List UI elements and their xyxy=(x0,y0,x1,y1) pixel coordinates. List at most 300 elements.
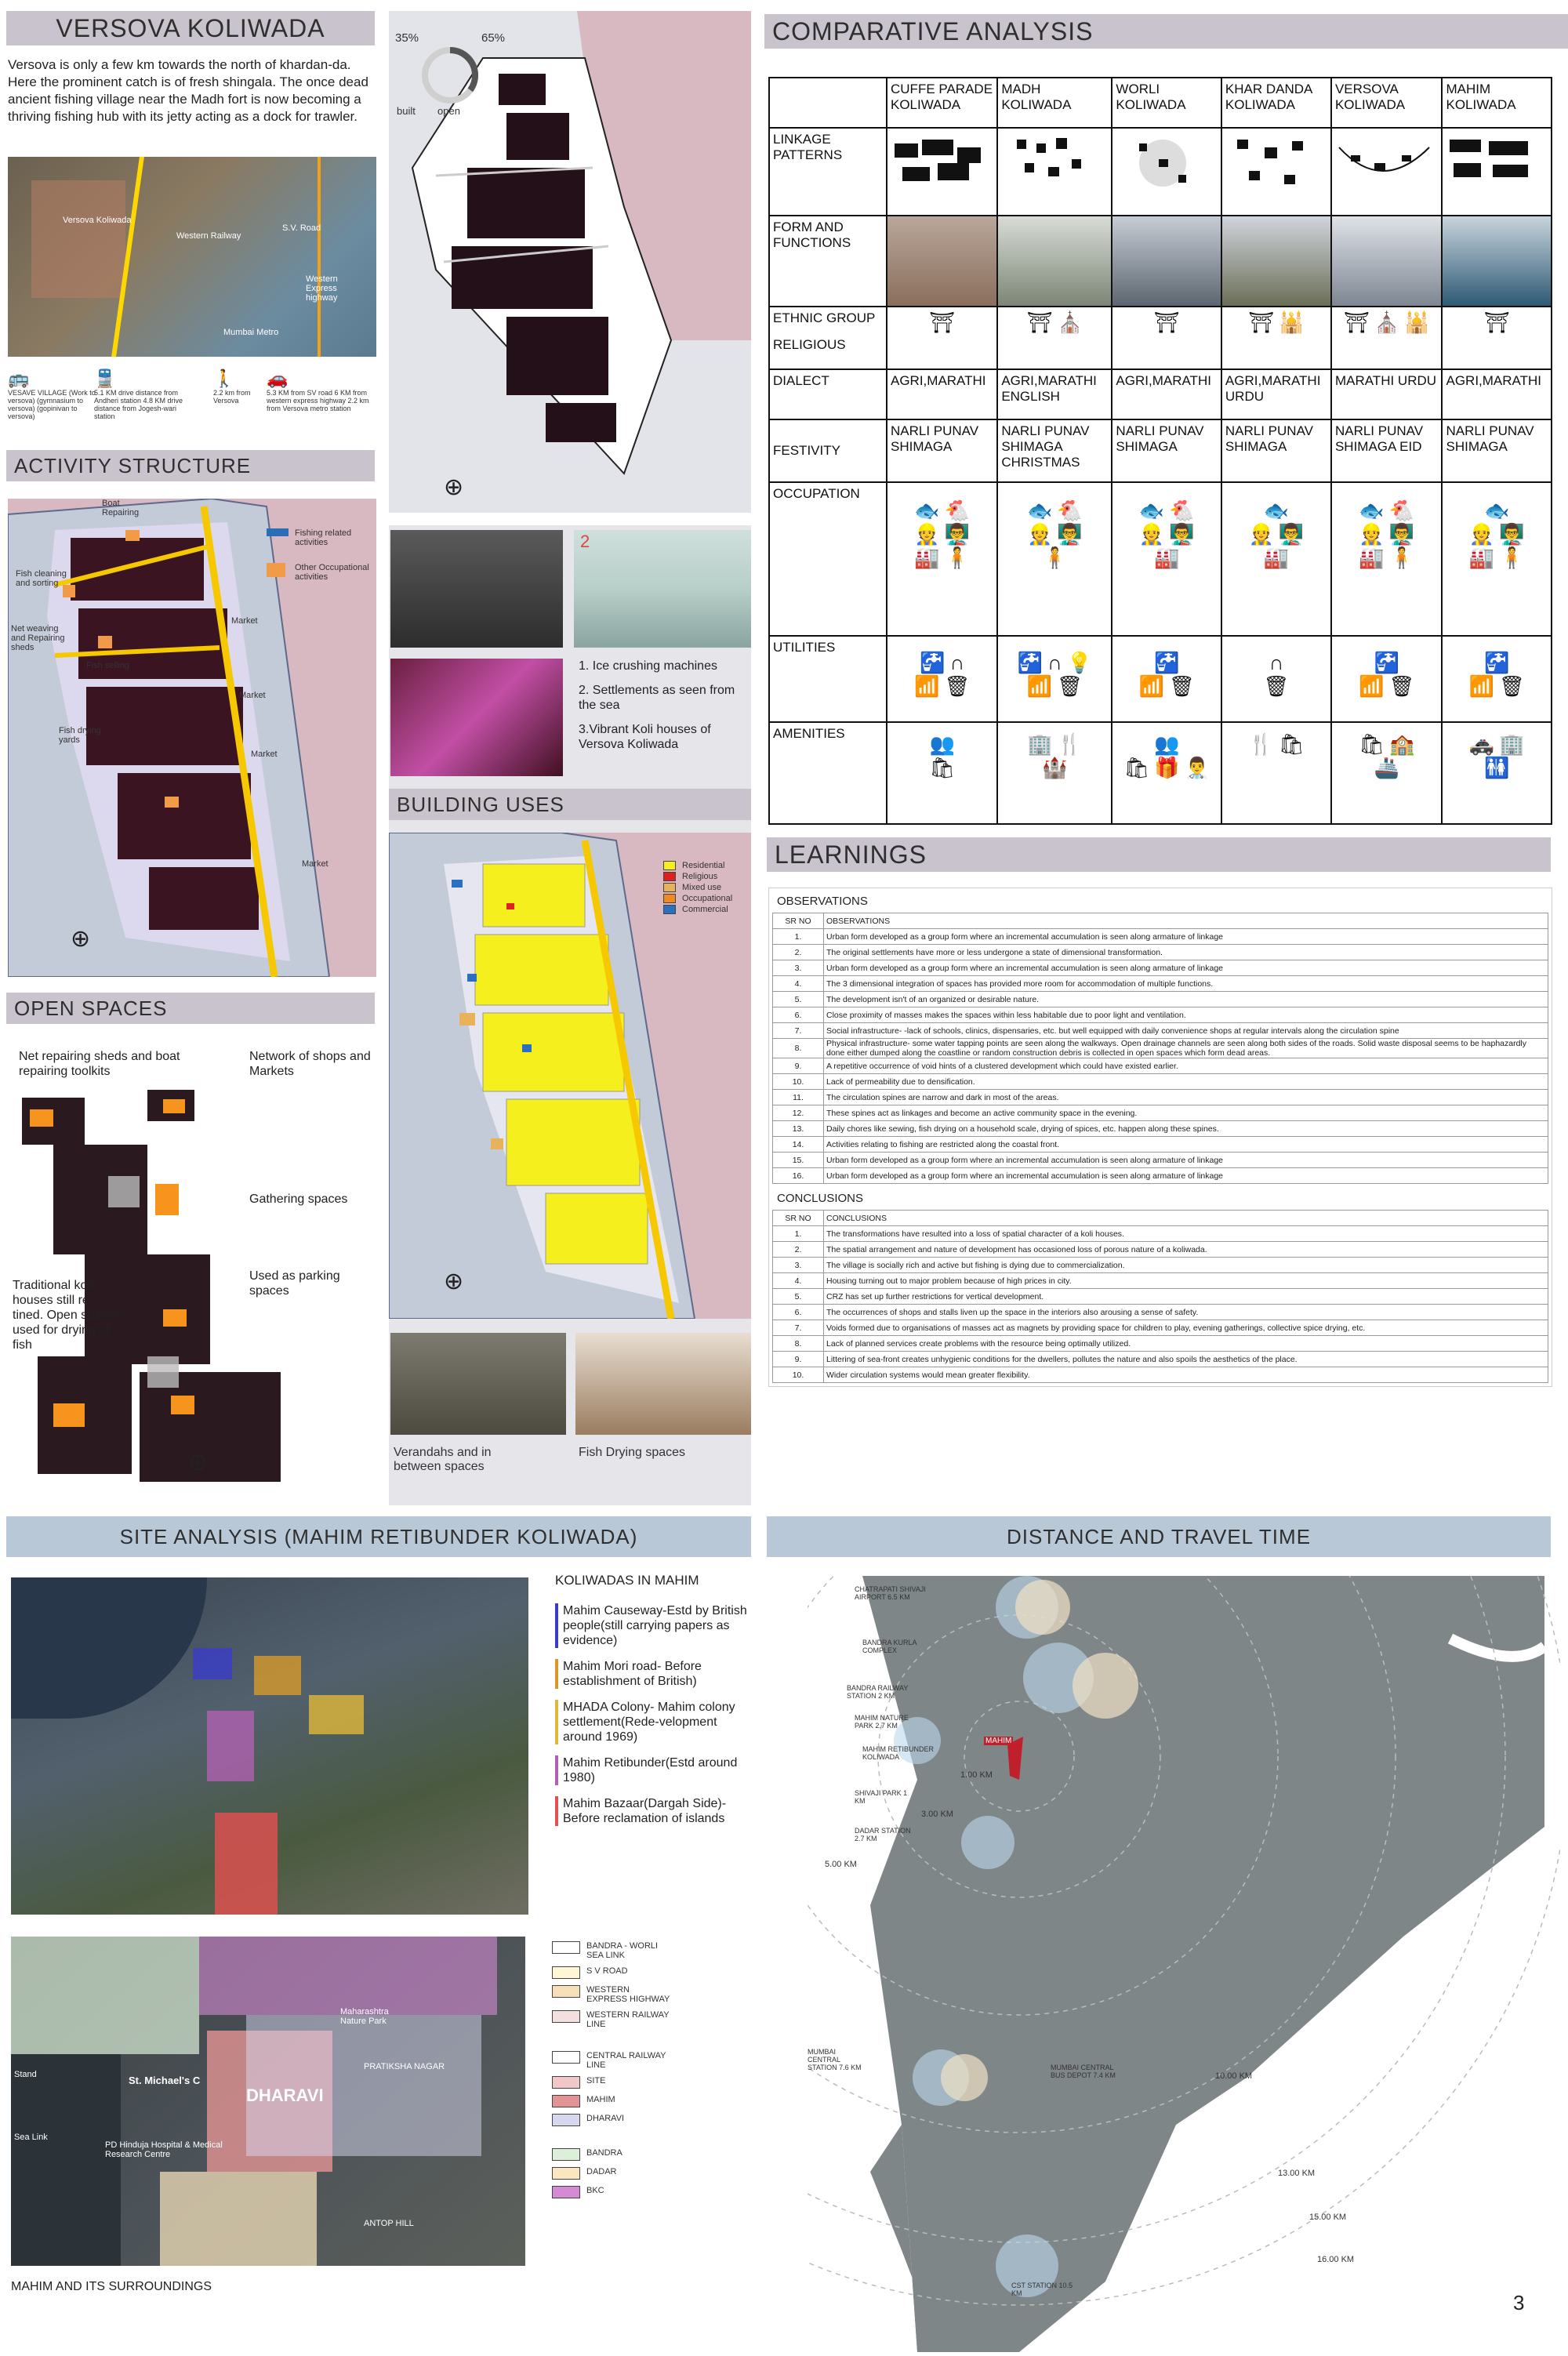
hen-icon: 🐔 xyxy=(1057,499,1083,522)
pipe-icon: ∩ xyxy=(949,651,965,674)
sr-header: SR NO xyxy=(773,913,824,929)
sr-number: 3. xyxy=(773,960,824,976)
factory-icon: 🏭 xyxy=(1263,546,1290,569)
koliwada-item: Mahim Bazaar(Dargah Side)- Before reclamation of islands xyxy=(555,1796,751,1826)
dustbin-icon: 🗑 xyxy=(1168,674,1195,698)
pipe-icon: ∩ xyxy=(1047,651,1062,674)
row-label: DIALECT xyxy=(769,369,887,419)
dialect-cell: AGRI,MARATHI URDU xyxy=(1221,369,1331,419)
row-text: The original settlements have more or less undergone a state of dimensional transformation. xyxy=(824,945,1548,960)
row-text: Urban form developed as a group form where an incremental accumulation is seen along armature of linkage xyxy=(824,960,1548,976)
linkage-diagram xyxy=(1331,128,1443,216)
legend-label: BKC xyxy=(586,2186,604,2195)
open-space-label: Network of shops and Markets xyxy=(249,1050,371,1078)
table-row xyxy=(773,1242,1548,1258)
map-label: PD Hinduja Hospital & Medical Research Centre xyxy=(105,2140,223,2159)
table-row xyxy=(773,976,1548,992)
photo-number: 2 xyxy=(580,532,590,551)
sr-number: 1. xyxy=(773,929,824,945)
factory-icon: 🏭 xyxy=(1359,546,1385,569)
bulb-icon: 💡 xyxy=(1066,651,1093,674)
worker-icon: 👷 xyxy=(914,522,940,546)
legend-item xyxy=(552,2114,748,2126)
ring-label: 15.00 KM xyxy=(1309,2213,1347,2222)
form-photo xyxy=(1112,216,1221,307)
tap-icon: 🚰 xyxy=(1484,651,1510,674)
page-number: 3 xyxy=(1513,2291,1525,2314)
sr-number: 9. xyxy=(773,1352,824,1367)
row-label: UTILITIES xyxy=(769,636,887,722)
table-row xyxy=(773,945,1548,960)
legend-swatch xyxy=(552,2148,580,2161)
teacher-icon: 👨‍🏫 xyxy=(1169,522,1195,546)
fish-icon: 🐟 xyxy=(1138,499,1165,522)
legend-label: Religious xyxy=(682,872,718,882)
sr-number: 11. xyxy=(773,1090,824,1105)
row-text: The transformations have resulted into a loss of spatial character of a koli houses. xyxy=(824,1226,1548,1242)
map-label: Mumbai Metro xyxy=(223,328,279,337)
row-label: RELIGIOUS xyxy=(773,337,846,352)
dustbin-icon: 🗑 xyxy=(944,674,971,698)
table-row xyxy=(773,1305,1548,1320)
gathering-icon: 👥 xyxy=(929,732,955,756)
dustbin-icon: 🗑 xyxy=(1057,674,1083,698)
conc-header: CONCLUSIONS xyxy=(824,1211,1548,1226)
temple-icon: ⛩ xyxy=(1343,310,1370,334)
mahim-satellite-map xyxy=(11,1577,528,1915)
dustbin-icon: 🗑 xyxy=(1388,674,1415,698)
temple-icon: ⛩ xyxy=(929,310,956,334)
row-text: The 3 dimensional integration of spaces has provided more room for accommodation of multiple functions. xyxy=(824,976,1548,992)
map-label: ANTOP HILL xyxy=(364,2219,414,2228)
row-text: Urban form developed as a group form where an incremental accumulation is seen along armature of linkage xyxy=(824,1168,1548,1184)
hen-icon: 🐔 xyxy=(1169,499,1195,522)
linkage-diagram xyxy=(997,128,1112,216)
distance-label: CHATRAPATI SHIVAJI AIRPORT 6.5 KM xyxy=(855,1585,926,1601)
wifi-icon: 📶 xyxy=(1359,674,1385,698)
caption: Verandahs and in between spaces xyxy=(394,1446,492,1473)
row-text: Housing turning out to major problem because of high prices in city. xyxy=(824,1273,1548,1289)
north-arrow-icon: ⊕ xyxy=(444,474,464,500)
church-icon: ⛪ xyxy=(1374,310,1400,334)
koliwada-item: MHADA Colony- Mahim colony settlement(Rede-velopment around 1969) xyxy=(555,1700,751,1744)
worker-icon: 👷 xyxy=(1026,522,1053,546)
legend-swatch xyxy=(663,883,676,892)
row-text: Daily chores like sewing, fish drying on a household scale, drying of spices, etc. happen along these spines. xyxy=(824,1121,1548,1137)
table-row xyxy=(773,992,1548,1007)
open-spaces-title: OPEN SPACES xyxy=(6,993,375,1024)
legend-label: WESTERN RAILWAY LINE xyxy=(586,2010,670,2029)
versova-satellite-map xyxy=(8,157,376,357)
shop-icon: 🛍 xyxy=(1278,732,1305,756)
legend-label: Other Occupational activities xyxy=(295,563,369,582)
table-row xyxy=(773,1039,1548,1058)
sr-number: 16. xyxy=(773,1168,824,1184)
row-text: Close proximity of masses makes the spaces within less habitable due to poor light and ventilation. xyxy=(824,1007,1548,1023)
learnings-title: LEARNINGS xyxy=(767,837,1551,872)
sr-number: 7. xyxy=(773,1320,824,1336)
table-row xyxy=(773,1105,1548,1121)
linkage-diagram xyxy=(1112,128,1221,216)
photo-ice-crushing xyxy=(390,530,563,648)
person-icon: 🧍 xyxy=(1388,546,1415,569)
versova-title: VERSOVA KOLIWADA xyxy=(6,11,375,45)
caption: 2. Settlements as seen from the sea xyxy=(579,684,735,712)
legend-item xyxy=(552,2095,748,2107)
built-open-donut xyxy=(395,31,506,117)
activity-label: Fish drying yards xyxy=(59,726,101,745)
legend-label: WESTERN EXPRESS HIGHWAY xyxy=(586,1985,670,2004)
church-icon: ⛪ xyxy=(1057,310,1083,334)
map-label: PRATIKSHA NAGAR xyxy=(364,2062,445,2071)
festivity-cell: NARLI PUNAV SHIMAGA xyxy=(1442,419,1552,482)
distance-map xyxy=(808,1576,1560,2352)
row-label: AMENITIES xyxy=(769,722,887,824)
table-row xyxy=(773,1153,1548,1168)
sr-number: 5. xyxy=(773,992,824,1007)
legend-swatch xyxy=(663,861,676,870)
legend-item xyxy=(663,894,732,903)
worker-icon: 👷 xyxy=(1468,522,1495,546)
koliwadas-heading: KOLIWADAS IN MAHIM xyxy=(555,1573,699,1588)
row-text: Littering of sea-front creates unhygienic conditions for the dwellers, pollutes the nature and also spoils the aesthetics of the place. xyxy=(824,1352,1548,1367)
row-text: These spines act as linkages and become an active community space in the evening. xyxy=(824,1105,1548,1121)
sr-number: 9. xyxy=(773,1058,824,1074)
table-row xyxy=(773,1168,1548,1184)
activity-label: Boat Repairing xyxy=(102,499,140,517)
travel-modes xyxy=(8,368,376,431)
legend-swatch xyxy=(552,2114,580,2126)
temple-icon: ⛩ xyxy=(1026,310,1053,334)
obs-header: OBSERVATIONS xyxy=(824,913,1548,929)
table-row xyxy=(773,1367,1548,1383)
toilet-icon: 🚻 xyxy=(1484,756,1510,779)
photo-koli-houses xyxy=(390,659,563,776)
factory-icon: 🏭 xyxy=(1468,546,1495,569)
gift-icon: 🎁 xyxy=(1154,756,1180,779)
activity-label: Net weaving and Repairing sheds xyxy=(11,624,65,652)
legend-item xyxy=(663,872,732,881)
distance-label: SHIVAJI PARK 1 KM xyxy=(855,1789,908,1805)
caption: 3.Vibrant Koli houses of Versova Koliwada xyxy=(579,723,711,751)
building-uses-map xyxy=(389,833,751,1319)
legend-swatch xyxy=(552,2095,580,2107)
activity-label: Market xyxy=(251,750,278,759)
table-row xyxy=(773,960,1548,976)
north-arrow-icon: ⊕ xyxy=(188,1450,209,1476)
legend-label: DHARAVI xyxy=(586,2114,625,2123)
open-space-label: Used as parking spaces xyxy=(249,1269,340,1298)
distance-label: BANDRA KURLA COMPLEX xyxy=(862,1639,917,1654)
koliwada-item: Mahim Retibunder(Estd around 1980) xyxy=(555,1755,751,1785)
row-label: FESTIVITY xyxy=(769,419,887,482)
sr-number: 3. xyxy=(773,1258,824,1273)
table-row xyxy=(773,1090,1548,1105)
hen-icon: 🐔 xyxy=(944,499,971,522)
row-text: The occurrences of shops and stalls liven up the space in the interiors also arousing a sense of safety. xyxy=(824,1305,1548,1320)
activity-label: Fish selling xyxy=(86,661,130,670)
koliwada-item: Mahim Mori road- Before establishment of British) xyxy=(555,1659,751,1689)
shop-icon: 🛍 xyxy=(929,756,956,779)
worker-icon: 👷 xyxy=(1138,522,1165,546)
legend-swatch xyxy=(663,894,676,903)
form-photo xyxy=(1331,216,1443,307)
north-arrow-icon: ⊕ xyxy=(444,1269,464,1294)
map-label: Western Express highway xyxy=(306,274,338,303)
teacher-icon: 👨‍🏫 xyxy=(1388,522,1415,546)
table-row xyxy=(773,1121,1548,1137)
teacher-icon: 👨‍🏫 xyxy=(1278,522,1305,546)
car-icon: 🚗 xyxy=(267,368,289,388)
row-text: The village is socially rich and active but fishing is dying due to commercialization. xyxy=(824,1258,1548,1273)
legend-label: Occupational xyxy=(682,894,733,904)
building-icon: 🏢 xyxy=(1499,732,1525,756)
legend-item xyxy=(663,861,732,870)
row-label: FORM AND FUNCTIONS xyxy=(769,216,887,307)
form-photo xyxy=(997,216,1112,307)
factory-icon: 🏭 xyxy=(914,546,940,569)
ring-label: 16.00 KM xyxy=(1317,2255,1355,2264)
legend-label: BANDRA - WORLI SEA LINK xyxy=(586,1941,659,1960)
festivity-cell: NARLI PUNAV SHIMAGA xyxy=(887,419,997,482)
activity-label: Market xyxy=(231,616,258,626)
row-label: OCCUPATION xyxy=(769,482,887,636)
legend-swatch xyxy=(663,905,676,914)
train-icon: 🚆 xyxy=(94,368,116,388)
legend-swatch xyxy=(663,872,676,881)
table-row xyxy=(773,1273,1548,1289)
linkage-diagram xyxy=(1221,128,1331,216)
legend-swatch xyxy=(552,2051,580,2064)
legend-item xyxy=(552,2051,748,2070)
map-label: Sea Link xyxy=(14,2133,48,2142)
photo-verandahs xyxy=(390,1333,566,1435)
legend-label: Residential xyxy=(682,861,725,870)
teacher-icon: 👨‍🏫 xyxy=(1499,522,1525,546)
sr-number: 10. xyxy=(773,1074,824,1090)
tap-icon: 🚰 xyxy=(1374,651,1399,674)
dustbin-icon: 🗑 xyxy=(1263,674,1290,698)
legend-item xyxy=(552,2186,748,2198)
wifi-icon: 📶 xyxy=(1468,674,1494,698)
row-label: ETHNIC GROUP xyxy=(773,310,876,325)
travel-text: 2.2 km from Versova xyxy=(213,389,251,405)
sr-number: 4. xyxy=(773,976,824,992)
tap-icon: 🚰 xyxy=(920,651,946,674)
table-row xyxy=(773,1226,1548,1242)
table-row xyxy=(773,1023,1548,1039)
legend-swatch xyxy=(552,2186,580,2198)
fort-icon: 🏰 xyxy=(1042,756,1068,779)
distance-label: MUMBAI CENTRAL STATION 7.6 KM xyxy=(808,2048,862,2071)
legend-swatch xyxy=(267,563,285,577)
sr-number: 6. xyxy=(773,1007,824,1023)
activity-title: ACTIVITY STRUCTURE xyxy=(6,450,375,481)
column-header: CUFFE PARADE KOLIWADA xyxy=(887,78,997,128)
dialect-cell: AGRI,MARATHI xyxy=(887,369,997,419)
legend-label: MAHIM xyxy=(586,2095,615,2104)
table-row xyxy=(773,1352,1548,1367)
legend-item xyxy=(552,2076,748,2089)
map-label: Western Railway xyxy=(176,231,241,241)
row-text: Social infrastructure- -lack of schools, clinics, dispensaries, etc. but well equipped with daily convenience shops at regular intervals along the circulation spine xyxy=(824,1023,1548,1039)
legend-label: BANDRA xyxy=(586,2148,622,2158)
teacher-icon: 👨‍🏫 xyxy=(944,522,971,546)
dialect-cell: MARATHI URDU xyxy=(1331,369,1443,419)
row-text: A repetitive occurrence of void hints of a clustered development which could have existed earlier. xyxy=(824,1058,1548,1074)
table-row xyxy=(773,1258,1548,1273)
column-header: WORLI KOLIWADA xyxy=(1112,78,1221,128)
activity-label: Fish cleaning and sorting xyxy=(16,569,67,588)
sr-number: 13. xyxy=(773,1121,824,1137)
open-space-label: Net repairing sheds and boat repairing toolkits xyxy=(19,1050,180,1078)
distance-label: MAHIM NATURE PARK 2.7 KM xyxy=(855,1714,909,1730)
wifi-icon: 📶 xyxy=(1026,674,1053,698)
sr-number: 14. xyxy=(773,1137,824,1153)
sr-number: 1. xyxy=(773,1226,824,1242)
legend-swatch xyxy=(552,2167,580,2180)
legend-label: Commercial xyxy=(682,905,728,915)
tap-icon: 🚰 xyxy=(1153,651,1180,674)
distance-label: DADAR STATION 2.7 KM xyxy=(855,1827,911,1842)
row-text: Urban form developed as a group form where an incremental accumulation is seen along armature of linkage xyxy=(824,929,1548,945)
activity-label: Market xyxy=(239,691,266,700)
row-text: The spatial arrangement and nature of development has occasioned loss of porous nature of a koliwada. xyxy=(824,1242,1548,1258)
dustbin-icon: 🗑 xyxy=(1498,674,1525,698)
legend-label: Fishing related activities xyxy=(295,528,352,547)
map-label: Stand xyxy=(14,2070,37,2079)
site-caption: MAHIM AND ITS SURROUNDINGS xyxy=(11,2280,212,2293)
form-photo xyxy=(1442,216,1552,307)
row-text: The development isn't of an organized or desirable nature. xyxy=(824,992,1548,1007)
fish-icon: 🐟 xyxy=(1359,499,1385,522)
travel-text: 5.3 KM from SV road 6 KM from western express highway 2.2 km from Versova metro station xyxy=(267,389,369,412)
sr-header: SR NO xyxy=(773,1211,824,1226)
ring-label: 13.00 KM xyxy=(1278,2169,1316,2178)
legend-label: S V ROAD xyxy=(586,1966,628,1976)
photo-captions xyxy=(579,659,751,752)
festivity-cell: NARLI PUNAV SHIMAGA CHRISTMAS xyxy=(997,419,1112,482)
police-icon: 🚓 xyxy=(1468,732,1495,756)
boat-icon xyxy=(267,528,289,536)
sr-number: 4. xyxy=(773,1273,824,1289)
fish-icon: 🐟 xyxy=(1263,499,1290,522)
distance-label: CST STATION 10.5 KM xyxy=(1011,2282,1073,2297)
bus-icon: 🚌 xyxy=(8,368,30,388)
column-header: VERSOVA KOLIWADA xyxy=(1331,78,1443,128)
north-arrow-icon: ⊕ xyxy=(71,926,91,952)
school-icon: 🏫 xyxy=(1389,732,1415,756)
restaurant-icon: 🍴 xyxy=(1248,732,1274,756)
row-text: Activities relating to fishing are restricted along the coastal front. xyxy=(824,1137,1548,1153)
legend-item xyxy=(552,1985,748,2004)
table-row xyxy=(773,1007,1548,1023)
koliwadas-list xyxy=(555,1573,751,1837)
wifi-icon: 📶 xyxy=(1138,674,1164,698)
legend-item xyxy=(663,883,732,892)
built-pct: 35% xyxy=(395,31,419,45)
pipe-icon: ∩ xyxy=(1269,651,1284,674)
fish-icon: 🐟 xyxy=(914,499,940,522)
legend-swatch xyxy=(552,1966,580,1979)
koliwada-item: Mahim Causeway-Estd by British people(still carrying papers as evidence) xyxy=(555,1603,751,1648)
person-icon: 🧍 xyxy=(1499,546,1525,569)
mahim-surroundings-map xyxy=(11,1937,525,2266)
travel-text: 5.1 KM drive distance from Andheri station 4.8 KM drive distance from Jogesh-wari station xyxy=(94,389,183,420)
sr-number: 10. xyxy=(773,1367,824,1383)
building-uses-title: BUILDING USES xyxy=(389,789,751,820)
mosque-icon: 🕌 xyxy=(1279,310,1305,334)
legend-item xyxy=(663,905,732,914)
form-photo xyxy=(887,216,997,307)
map-label: St. Michael's C xyxy=(129,2075,201,2086)
linkage-diagram xyxy=(887,128,997,216)
table-row xyxy=(773,1289,1548,1305)
sr-number: 8. xyxy=(773,1039,824,1058)
person-icon: 🧍 xyxy=(1042,546,1068,569)
person-icon: 🧍 xyxy=(944,546,971,569)
conclusions-heading: CONCLUSIONS xyxy=(777,1192,864,1205)
ring-label: 3.00 KM xyxy=(921,1810,953,1819)
site-analysis-title: SITE ANALYSIS (MAHIM RETIBUNDER KOLIWADA) xyxy=(6,1516,751,1557)
table-row xyxy=(773,1320,1548,1336)
sr-number: 12. xyxy=(773,1105,824,1121)
versova-intro: Versova is only a few km towards the north of khardan-da. Here the prominent catch is of fresh shingala. The once dead ancient fishing village near the Madh fort is now becoming a thriving fishing hub with its jetty acting as a dock for trawler. xyxy=(8,57,368,124)
distance-label: MUMBAI CENTRAL BUS DEPOT 7.4 KM xyxy=(1051,2064,1116,2079)
map-label: Versova Koliwada xyxy=(63,216,132,225)
caption: 1. Ice crushing machines xyxy=(579,659,717,673)
linkage-diagram xyxy=(1442,128,1552,216)
ring-label: 1.00 KM xyxy=(960,1770,993,1780)
form-photo xyxy=(1221,216,1331,307)
shop-icon: 🛍 xyxy=(1359,732,1385,756)
ring-label: 5.00 KM xyxy=(825,1860,857,1869)
legend-swatch xyxy=(552,1985,580,1998)
comparative-table xyxy=(768,77,1552,825)
row-text: The circulation spines are narrow and dark in most of the areas. xyxy=(824,1090,1548,1105)
temple-icon: ⛩ xyxy=(1153,310,1180,334)
conclusions-table xyxy=(772,1210,1548,1383)
wifi-icon: 📶 xyxy=(913,674,940,698)
worker-icon: 👷 xyxy=(1359,522,1385,546)
learnings-panel xyxy=(768,888,1552,1387)
row-text: Lack of planned services create problems with the resource being optimally utilized. xyxy=(824,1336,1548,1352)
map-label: DHARAVI xyxy=(246,2086,324,2105)
legend-label: SITE xyxy=(586,2076,606,2086)
distance-label: BANDRA RAILWAY STATION 2 KM xyxy=(847,1684,909,1700)
worker-icon: 👷 xyxy=(1248,522,1274,546)
festivity-cell: NARLI PUNAV SHIMAGA xyxy=(1221,419,1331,482)
sr-number: 7. xyxy=(773,1023,824,1039)
open-label: open xyxy=(437,105,460,117)
legend-swatch xyxy=(552,1941,580,1954)
row-text: Physical infrastructure- some water tapping points are seen along the walkways. Open drainage channels are seen along both sides of the roads. Solid waste disposal seems to be haphazardly done either dumped along the coastline or random construction debris is collected in open spaces which form dead areas. xyxy=(824,1039,1548,1058)
mosque-icon: 🕌 xyxy=(1404,310,1430,334)
travel-text: VESAVE VILLAGE (Work to versova) (gymnasium to versova) (gopinivan to versova) xyxy=(8,389,96,420)
ring-label: 10.00 KM xyxy=(1215,2071,1253,2081)
legend-item xyxy=(552,2167,748,2180)
teacher-icon: 👨‍🏫 xyxy=(1057,522,1083,546)
table-row xyxy=(773,1336,1548,1352)
activity-map xyxy=(8,499,376,977)
observations-heading: OBSERVATIONS xyxy=(777,895,868,908)
row-text: Wider circulation systems would mean greater flexibility. xyxy=(824,1367,1548,1383)
festivity-cell: NARLI PUNAV SHIMAGA EID xyxy=(1331,419,1443,482)
doctor-icon: 👨‍⚕️ xyxy=(1184,756,1210,779)
observations-table xyxy=(772,913,1548,1184)
tap-icon: 🚰 xyxy=(1017,651,1044,674)
building-uses-legend xyxy=(663,861,732,916)
